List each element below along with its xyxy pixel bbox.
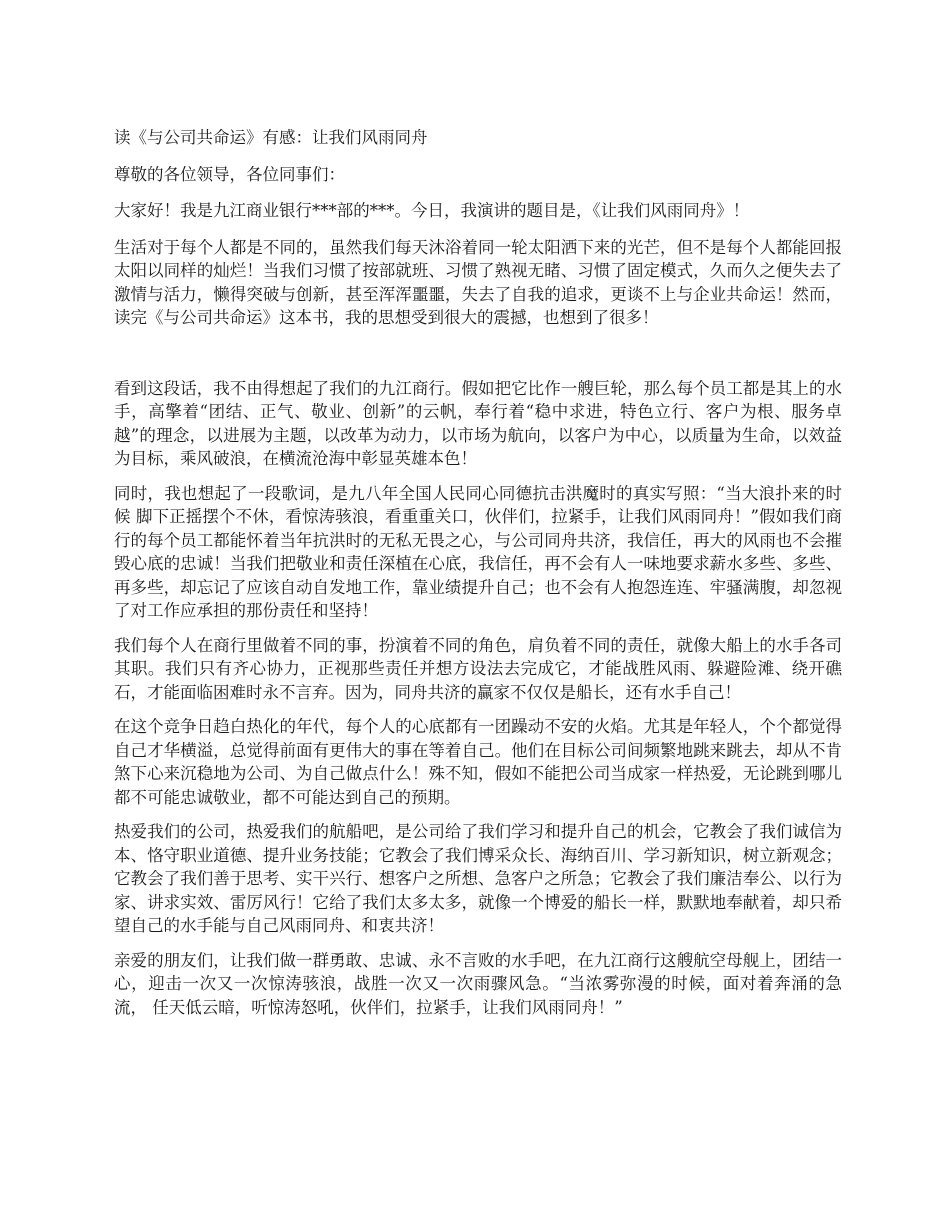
paragraph: 热爱我们的公司，热爱我们的航船吧，是公司给了我们学习和提升自己的机会，它教会了我们诚信为本、恪守职业道德、提升业务技能；它教会了我们博采众长、海纳百川、学习新知识，树立新观念；它教会了我们善于思考、实干兴行、想客户之所想、急客户之所急；它教会了我们廉洁奉公、以行为家、讲求实效、雷厉风行！它给了我们太多太多，就像一个博爱的船长一样，默默地奉献着，却只希望自己的水手能与自己风雨同舟、和衷共济！ — [114, 822, 842, 935]
paragraph: 我们每个人在商行里做着不同的事，扮演着不同的角色，肩负着不同的责任，就像大船上的水手各司其职。我们只有齐心协力，正视那些责任并想方设法去完成它，才能战胜风雨、躲避险滩、绕开礁石，才能面临困难时永不言弃。因为，同舟共济的赢家不仅仅是船长，还有水手自己！ — [114, 635, 842, 702]
speech-body — [114, 126, 842, 1019]
paragraph: 同时，我也想起了一段歌词，是九八年全国人民同心同德抗击洪魔时的真实写照：“当大浪扑来的时候 脚下正摇摆个不休，看惊涛骇浪，看重重关口，伙伴们，拉紧手，让我们风雨同舟！”假如我们商行的每个员工都能怀着当年抗洪时的无私无畏之心，与公司同舟共济，我信任，再大的风雨也不会摧毁心底的忠诚！当我们把敬业和责任深植在心底，我信任，再不会有人一味地要求薪水多些、多些、再多些，却忘记了应该自动自发地工作，靠业绩提升自己；也不会有人抱怨连连、牢骚满腹，却忽视了对工作应承担的那份责任和坚持！ — [114, 483, 842, 620]
paragraph: 在这个竞争日趋白热化的年代，每个人的心底都有一团躁动不安的火焰。尤其是年轻人，个个都觉得自己才华横溢，总觉得前面有更伟大的事在等着自己。他们在目标公司间频繁地跳来跳去，却从不肯煞下心来沉稳地为公司、为自己做点什么！殊不知，假如不能把公司当成家一样热爱，无论跳到哪儿都不可能忠诚敬业，都不可能达到自己的预期。 — [114, 717, 842, 807]
paragraph: 生活对于每个人都是不同的，虽然我们每天沐浴着同一轮太阳洒下来的光芒，但不是每个人都能回报太阳以同样的灿烂！当我们习惯了按部就班、习惯了熟视无睹、习惯了固定模式，久而久之便失去了激情与活力，懒得突破与创新，甚至浑浑噩噩，失去了自我的追求，更谈不上与企业共命运！然而，读完《与公司共命运》这本书，我的思想受到很大的震撼，也想到了很多！ — [114, 237, 842, 327]
document-title: 读《与公司共命运》有感：让我们风雨同舟 — [114, 128, 428, 147]
greeting-line: 尊敬的各位领导，各位同事们： — [114, 164, 345, 184]
paragraph: 看到这段话，我不由得想起了我们的九江商行。假如把它比作一艘巨轮，那么每个员工都是其上的水手，高擎着“团结、正气、敬业、创新”的云帆，奉行着“稳中求进，特色立行、客户为根、服务卓越”的理念，以进展为主题，以改革为动力，以市场为航向，以客户为中心，以质量为生命，以效益为目标，乘风破浪，在横流沧海中彰显英雄本色！ — [114, 378, 842, 468]
paragraph: 大家好！我是九江商业银行***部的***。今日，我演讲的题目是，《让我们风雨同舟》！ — [114, 201, 750, 220]
paragraph: 亲爱的朋友们，让我们做一群勇敢、忠诚、永不言败的水手吧，在九江商行这艘航空母舰上，团结一心，迎击一次又一次惊涛骇浪，战胜一次又一次雨骤风急。“当浓雾弥漫的时候，面对着奔涌的急流， 任天低云暗，听惊涛怒吼，伙伴们，拉紧手，让我们风雨同舟！” — [114, 950, 842, 1017]
